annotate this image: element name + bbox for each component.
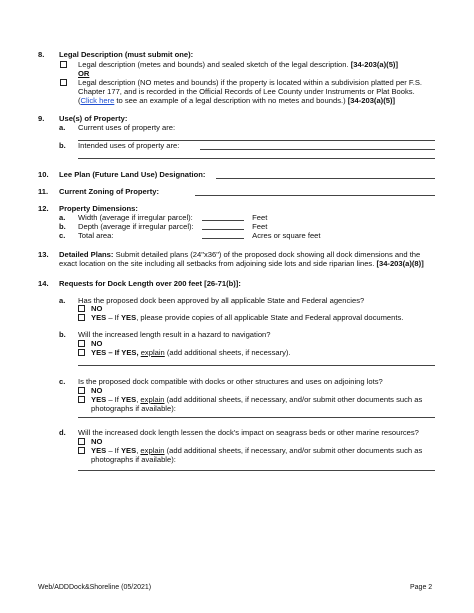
s8-opt1-checkbox[interactable]	[60, 61, 67, 68]
s14-d-yes	[91, 446, 422, 455]
hazard-explain-line[interactable]	[78, 365, 435, 366]
footer-page-number: Page 2	[410, 584, 433, 591]
s8-opt2-line3	[78, 96, 395, 105]
yes-comma: ,	[136, 446, 141, 455]
yes-label: YES	[91, 446, 107, 455]
yes-rest: (add additional sheets, if necessary).	[164, 348, 291, 357]
dimension-unit: Feet	[252, 222, 268, 231]
yes-word: YES	[120, 446, 137, 455]
dimension-row	[78, 222, 267, 231]
s14-number: 14.	[38, 279, 49, 288]
s8-opt2-line1: Legal description (NO metes and bounds) if the property is located within a subdivision platted per F.S.	[78, 78, 423, 87]
yes-word: YES	[120, 313, 137, 322]
s14-b-question: Will the increased length result in a hazard to navigation?	[78, 330, 271, 339]
s14-c-no-label: NO	[91, 386, 103, 395]
s14-c-yes-checkbox[interactable]	[78, 396, 85, 403]
s8-title: Legal Description (must submit one):	[59, 50, 194, 59]
example-link[interactable]: Click here	[80, 96, 115, 105]
s14-a-question: Has the proposed dock been approved by all applicable State and Federal agencies?	[78, 296, 365, 305]
s12-c-letter: c.	[59, 231, 66, 240]
s14-c-no-checkbox[interactable]	[78, 387, 85, 394]
yes-word: YES,	[121, 348, 139, 357]
s13-text-a: Submit detailed plans (24"x36") of the proposed dock showing all dock dimensions and the	[113, 250, 421, 259]
s13-ref: [34-203(a)(8)]	[376, 259, 424, 268]
s11-title: Current Zoning of Property:	[59, 187, 159, 196]
s14-d-no-label: NO	[91, 437, 103, 446]
s9-a-label: Current uses of property are:	[78, 123, 176, 132]
s14-c-yes	[91, 395, 422, 404]
s14-b-no-label: NO	[91, 339, 103, 348]
s8-opt2-ref: [34-203(a)(5)]	[347, 96, 396, 105]
yes-label: YES	[91, 313, 107, 322]
s14-b-yes-checkbox[interactable]	[78, 349, 85, 356]
s14-a-yes-checkbox[interactable]	[78, 314, 85, 321]
yes-dash: – If	[106, 348, 122, 357]
yes-rest: , please provide copies of all applicable State and Federal approval documents.	[136, 313, 404, 322]
intended-uses-line-1[interactable]	[200, 149, 435, 150]
s14-b-letter: b.	[59, 330, 66, 339]
s8-opt1	[78, 60, 398, 69]
yes-word: YES	[120, 395, 137, 404]
dimension-label: Depth (average if irregular parcel):	[78, 222, 194, 231]
s14-b-no-checkbox[interactable]	[78, 340, 85, 347]
s10-number: 10.	[38, 170, 49, 179]
lee-plan-designation-line[interactable]	[216, 178, 435, 179]
s14-b-yes	[91, 348, 291, 357]
s12-number: 12.	[38, 204, 49, 213]
s12-b-letter: b.	[59, 222, 66, 231]
s13-number: 13.	[38, 250, 49, 259]
depth-input-line[interactable]	[202, 222, 244, 230]
dimension-row	[78, 213, 267, 222]
s12-title: Property Dimensions:	[59, 204, 138, 213]
s14-a-no-checkbox[interactable]	[78, 305, 85, 312]
dimension-label: Width (average if irregular parcel):	[78, 213, 193, 222]
s14-a-yes	[91, 313, 403, 322]
intended-uses-line-2[interactable]	[78, 158, 435, 159]
current-zoning-line[interactable]	[195, 195, 435, 196]
s14-d-no-checkbox[interactable]	[78, 438, 85, 445]
s8-opt2-rest: to see an example of a legal description with no metes and bounds.)	[114, 96, 346, 105]
yes-label: YES	[91, 395, 107, 404]
s8-opt2-checkbox[interactable]	[60, 79, 67, 86]
s14-d-question: Will the increased dock length lessen the dock’s impact on seagrass beds or other marine resources?	[78, 428, 419, 437]
s9-b-letter: b.	[59, 141, 66, 150]
s14-c-question: Is the proposed dock compatible with docks or other structures and uses on adjoining lots?	[78, 377, 383, 386]
width-input-line[interactable]	[202, 213, 244, 221]
s14-a-letter: a.	[59, 296, 66, 305]
compatible-explain-line[interactable]	[78, 417, 435, 418]
dimension-unit: Acres or square feet	[252, 231, 321, 240]
footer-form-id: Web/ADDDock&Shoreline (05/2021)	[38, 584, 152, 591]
s8-opt1-text: Legal description (metes and bounds) and sealed sketch of the legal description.	[78, 60, 349, 69]
dimension-row	[78, 231, 321, 240]
s8-opt2-line2: Chapter 177, and is recorded in the Official Records of Lee County under Instruments or Plat Books.	[78, 87, 415, 96]
seagrass-explain-line[interactable]	[78, 470, 435, 471]
s8-opt2-open: (	[78, 96, 81, 105]
s14-c-letter: c.	[59, 377, 66, 386]
s14-d-letter: d.	[59, 428, 66, 437]
s13-text-b: exact location on the site including all setbacks from adjoining side lots and side riparian lines.	[59, 259, 375, 268]
yes-rest: (add additional sheets, if necessary, and/or submit other documents such as	[164, 446, 423, 455]
s11-number: 11.	[38, 187, 49, 196]
s10-title: Lee Plan (Future Land Use) Designation:	[59, 170, 206, 179]
s14-d-yes-checkbox[interactable]	[78, 447, 85, 454]
explain-word: explain	[140, 395, 165, 404]
yes-rest: (add additional sheets, if necessary, and/or submit other documents such as	[164, 395, 423, 404]
s8-number: 8.	[38, 50, 45, 59]
yes-label: YES	[91, 348, 107, 357]
dimension-label: Total area:	[78, 231, 114, 240]
s13-line1	[59, 250, 420, 259]
s9-b-label: Intended uses of property are:	[78, 141, 180, 150]
dimension-unit: Feet	[252, 213, 268, 222]
explain-word: explain	[140, 348, 165, 357]
yes-dash: – If	[106, 446, 121, 455]
s8-opt1-ref: [34-203(a)(5)]	[350, 60, 398, 69]
s9-a-letter: a.	[59, 123, 66, 132]
s9-title: Use(s) of Property:	[59, 114, 128, 123]
s13-title: Detailed Plans:	[59, 250, 114, 259]
s13-line2	[59, 259, 424, 268]
s14-c-yes-cont: photographs if available):	[91, 404, 176, 413]
area-input-line[interactable]	[202, 231, 244, 239]
yes-dash: – If	[106, 313, 121, 322]
s14-a-no-label: NO	[91, 304, 103, 313]
s12-a-letter: a.	[59, 213, 66, 222]
s8-or: OR	[78, 69, 90, 78]
s14-title: Requests for Dock Length over 200 feet [26-71(b)]:	[59, 279, 241, 288]
s9-number: 9.	[38, 114, 45, 123]
yes-comma: ,	[136, 395, 141, 404]
yes-dash: – If	[106, 395, 121, 404]
explain-word: explain	[140, 446, 165, 455]
s14-d-yes-cont: photographs if available):	[91, 455, 176, 464]
